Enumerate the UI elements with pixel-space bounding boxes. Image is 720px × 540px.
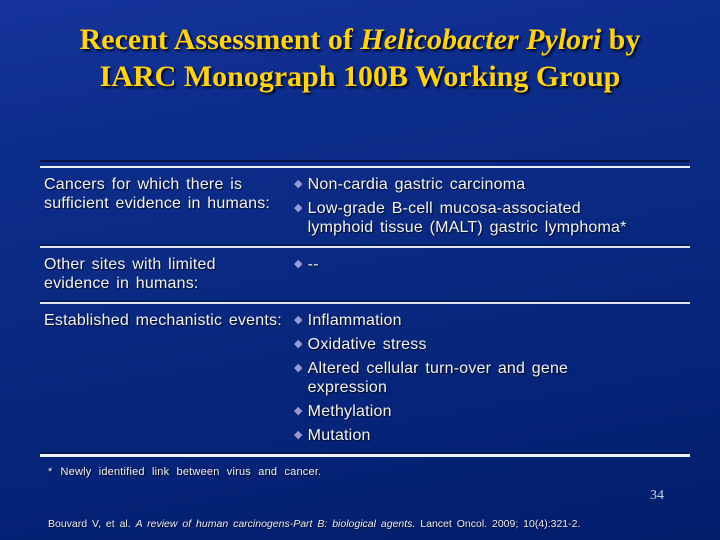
row-items <box>294 311 690 445</box>
footnote <box>40 466 690 478</box>
slide-title <box>0 22 720 96</box>
diamond-bullet-icon: ◆ <box>294 178 303 190</box>
diamond-bullet-icon: ◆ <box>294 405 303 417</box>
title-line-2: IARC Monograph 100B Working Group <box>99 59 621 93</box>
diamond-bullet-icon: ◆ <box>294 362 303 374</box>
list-item <box>294 335 690 354</box>
list-item <box>294 255 690 274</box>
diamond-bullet-icon: ◆ <box>294 429 303 441</box>
citation-authors: Bouvard V, et al. <box>48 518 136 530</box>
table-top-rule <box>40 160 690 168</box>
row-label: Cancers for which there is sufficient evidence in humans: <box>44 176 271 212</box>
list-item-text: Oxidative stress <box>307 336 427 353</box>
list-item-text: Non-cardia gastric carcinoma <box>307 176 526 193</box>
diamond-bullet-icon: ◆ <box>294 202 303 214</box>
list-item-text: Altered cellular turn-over and gene expression <box>307 360 569 396</box>
list-item-text: Mutation <box>307 427 371 444</box>
row-label: Other sites with limited evidence in humans: <box>44 256 216 292</box>
title-line-1 <box>0 22 720 59</box>
page-number: 34 <box>650 488 664 503</box>
evidence-table <box>40 160 690 478</box>
list-item-text: Inflammation <box>307 312 402 329</box>
title-text-post: by <box>601 23 641 56</box>
list-item <box>294 426 690 445</box>
list-item <box>294 402 690 421</box>
list-item <box>294 311 690 330</box>
list-item-text: Methylation <box>307 403 392 420</box>
footnote-marker: * <box>48 466 53 478</box>
title-text-italic: Helicobacter Pylori <box>360 23 602 56</box>
row-items <box>294 255 690 293</box>
row-label: Established mechanistic events: <box>44 312 282 329</box>
diamond-bullet-icon: ◆ <box>294 338 303 350</box>
list-item <box>294 359 690 397</box>
row-items <box>294 175 690 237</box>
list-item-text: -- <box>307 256 319 273</box>
diamond-bullet-icon: ◆ <box>294 314 303 326</box>
title-text-pre: Recent Assessment of <box>79 23 361 56</box>
list-item <box>294 175 690 194</box>
list-item-text: Low-grade B-cell mucosa-associated lymphoid tissue (MALT) gastric lymphoma* <box>307 200 627 236</box>
citation-journal: Lancet Oncol. 2009; 10(4):321-2. <box>415 518 581 530</box>
diamond-bullet-icon: ◆ <box>294 258 303 270</box>
table-row-mechanistic-events <box>40 304 690 454</box>
citation <box>48 518 580 530</box>
table-row-sufficient-evidence <box>40 168 690 246</box>
citation-article-title: A review of human carcinogens-Part B: biological agents. <box>135 518 416 530</box>
footnote-text: Newly identified link between virus and cancer. <box>60 466 322 478</box>
table-bottom-rule <box>40 454 690 457</box>
table-row-limited-evidence <box>40 248 690 302</box>
rule-shadow <box>40 160 690 162</box>
list-item <box>294 199 690 237</box>
